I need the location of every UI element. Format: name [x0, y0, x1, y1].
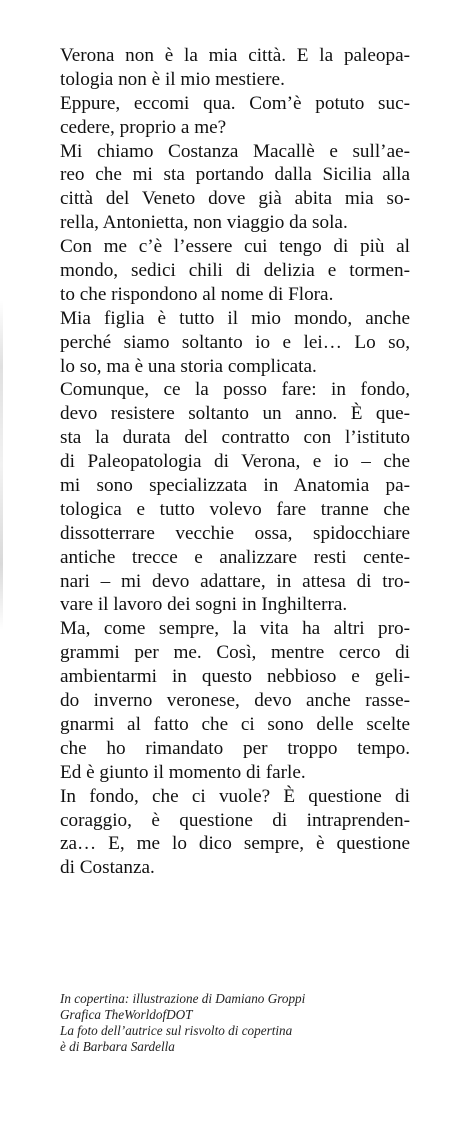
cover-credits	[60, 991, 420, 1055]
synopsis-line: nari – mi devo adattare, in attesa di tro-	[60, 570, 410, 592]
page-edge-shadow	[0, 300, 3, 630]
synopsis-line: città del Veneto dove già abita mia so-	[60, 188, 410, 210]
synopsis-line: za… E, me lo dico sempre, è questione	[60, 833, 410, 855]
synopsis-line: mi sono specializzata in Anatomia pa-	[60, 475, 410, 497]
synopsis-line: tologica e tutto volevo fare tranne che	[60, 498, 410, 520]
synopsis-line: vare il lavoro dei sogni in Inghilterra.	[60, 594, 348, 616]
synopsis-line: Con me c’è l’essere cui tengo di più al	[60, 236, 410, 258]
synopsis-line: cedere, proprio a me?	[60, 116, 227, 138]
synopsis-line: mondo, sedici chili di delizia e tormen-	[60, 260, 410, 282]
synopsis-line: Comunque, ce la posso fare: in fondo,	[60, 379, 410, 401]
synopsis-line: to che rispondono al nome di Flora.	[60, 283, 334, 305]
synopsis-line: perché siamo soltanto io e lei… Lo so,	[60, 331, 410, 353]
synopsis-line: antiche trecce e analizzare resti cente-	[60, 546, 410, 568]
synopsis-line: grammi per me. Così, mentre cerco di	[60, 642, 410, 664]
synopsis-line: gnarmi al fatto che ci sono delle scelte	[60, 713, 410, 735]
synopsis-line: Mi chiamo Costanza Macallè e sull’ae-	[60, 140, 410, 162]
synopsis-line: do inverno veronese, devo anche rasse-	[60, 690, 410, 712]
synopsis-line: Verona non è la mia città. E la paleopa-	[60, 45, 410, 66]
credit-line: Grafica TheWorldofDOT	[60, 1007, 193, 1022]
synopsis-line: coraggio, è questione di intraprenden-	[60, 809, 410, 831]
synopsis-line: In fondo, che ci vuole? È questione di	[60, 785, 410, 807]
synopsis-line: che ho rimandato per troppo tempo.	[60, 737, 410, 759]
credit-line: In copertina: illustrazione di Damiano Groppi	[60, 991, 306, 1006]
synopsis-line: tologia non è il mio mestiere.	[60, 68, 285, 90]
synopsis-line: devo resistere soltanto un anno. È que-	[60, 403, 410, 425]
synopsis-line: Ma, come sempre, la vita ha altri pro-	[60, 618, 410, 640]
synopsis-line: ambientarmi in questo nebbioso e geli-	[60, 666, 410, 688]
synopsis-line: reo che mi sta portando dalla Sicilia alla	[60, 164, 410, 186]
synopsis-text	[60, 44, 410, 880]
credit-line: è di Barbara Sardella	[60, 1039, 175, 1054]
synopsis-line: rella, Antonietta, non viaggio da sola.	[60, 212, 348, 234]
synopsis-line: Eppure, eccomi qua. Com’è potuto suc-	[60, 92, 410, 114]
synopsis-line: lo so, ma è una storia complicata.	[60, 355, 317, 377]
synopsis-line: dissotterrare vecchie ossa, spidocchiare	[60, 522, 410, 544]
synopsis-line: sta la durata del contratto con l’istituto	[60, 427, 410, 449]
credit-line: La foto dell’autrice sul risvolto di copertina	[60, 1023, 293, 1038]
synopsis-line: di Paleopatologia di Verona, e io – che	[60, 451, 410, 473]
synopsis-line: Mia figlia è tutto il mio mondo, anche	[60, 307, 410, 329]
synopsis-line: Ed è giunto il momento di farle.	[60, 761, 306, 783]
synopsis-line: di Costanza.	[60, 857, 155, 879]
